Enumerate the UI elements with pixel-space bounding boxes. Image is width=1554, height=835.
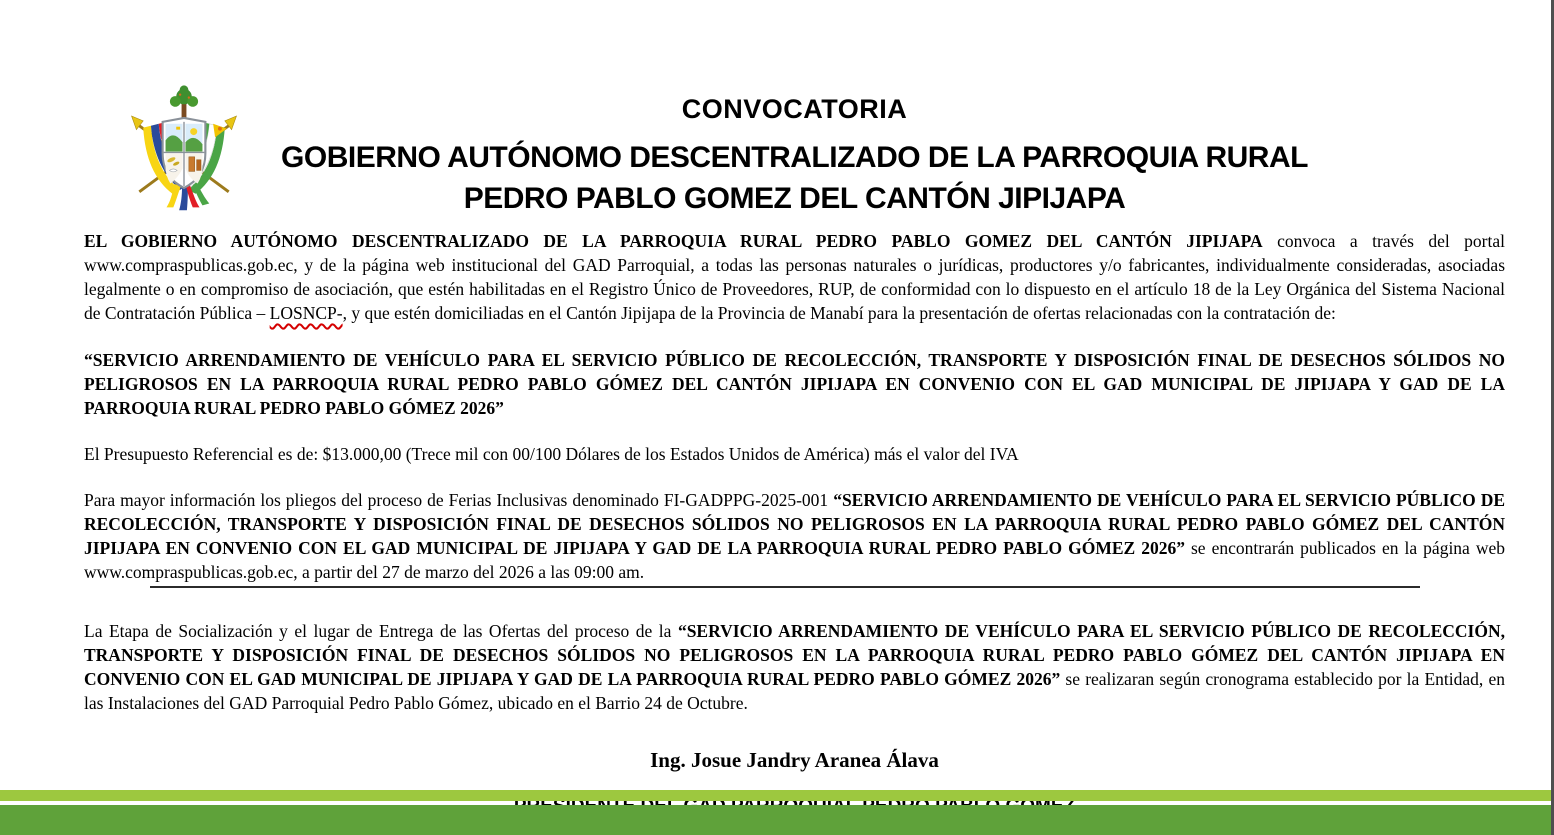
org-name-line1: GOBIERNO AUTÓNOMO DESCENTRALIZADO DE LA PARROQUIA RURAL <box>281 141 1308 174</box>
socializacion-lead: La Etapa de Socialización y el lugar de Entrega de las Ofertas del proceso de la <box>84 621 678 641</box>
document-content <box>84 94 1505 818</box>
intro-text-after-term: , y que estén domiciliadas en el Cantón Jipijapa de la Provincia de Manabí para la presentación de ofertas relacionadas con la contratación de: <box>342 303 1336 323</box>
socializacion-tail: se realizaran según cronograma establecido por la Entidad, en las Instalaciones del GAD Parroquial Pedro Pablo Gómez, ubicado en el Barrio 24 de Octubre. <box>84 669 1506 713</box>
horizontal-divider <box>150 586 1420 588</box>
signature-name: Ing. Josue Jandry Aranea Álava <box>650 748 939 772</box>
document-title: CONVOCATORIA <box>681 94 908 124</box>
intro-text-before-term: convoca a través del portal www.compraspublicas.gob.ec, y de la página web institucional del GAD Parroquial, a todas las personas naturales o jurídicas, productores y/o fabricantes, individualmente consideradas, asociadas legalmente o en compromiso de asociación, que estén habilitadas en el Registro Único de Proveedores, RUP, de conformidad con lo dispuesto en el artículo 18 de la Ley Orgánica del Sistema Nacional de Contratación Pública – <box>84 231 1505 323</box>
paragraph-objeto-contratacion: “SERVICIO ARRENDAMIENTO DE VEHÍCULO PARA EL SERVICIO PÚBLICO DE RECOLECCIÓN, TRANSPORTE Y DISPOSICIÓN FINAL DE DESECHOS SÓLIDOS NO PELIGROSOS EN LA PARROQUIA RURAL PEDRO PABLO GÓMEZ DEL CANTÓN JIPIJAPA EN CONVENIO CON EL GAD MUNICIPAL DE JIPIJAPA Y GAD DE LA PARROQUIA RURAL PEDRO PABLO GÓMEZ 2026” <box>84 350 1505 418</box>
socializacion-bold-quote: “SERVICIO ARRENDAMIENTO DE VEHÍCULO PARA EL SERVICIO PÚBLICO DE RECOLECCIÓN, TRANSPORTE Y DISPOSICIÓN FINAL DE DESECHOS SÓLIDOS NO PELIGROSOS EN LA PARROQUIA RURAL PEDRO PABLO GÓMEZ DEL CANTÓN JIPIJAPA EN CONVENIO CON EL GAD MUNICIPAL DE JIPIJAPA Y GAD DE LA PARROQUIA RURAL PEDRO PABLO GÓMEZ 2026” <box>84 621 1505 689</box>
losncp-term: LOSNCP- <box>269 303 343 323</box>
paragraph-etapa-socializacion <box>84 619 1505 715</box>
footer-stripe-dark-green <box>0 805 1551 835</box>
coat-of-arms-icon <box>116 82 252 220</box>
paragraph-convocatoria-intro <box>84 229 1505 325</box>
informacion-tail: se encontrarán publicados en la página web www.compraspublicas.gob.ec, a partir del 27 de marzo del 2026 a las 09:00 am. <box>84 538 1505 582</box>
informacion-bold-quote: “SERVICIO ARRENDAMIENTO DE VEHÍCULO PARA EL SERVICIO PÚBLICO DE RECOLECCIÓN, TRANSPORTE Y DISPOSICIÓN FINAL DE DESECHOS SÓLIDOS NO PELIGROSOS EN LA PARROQUIA RURAL PEDRO PABLO GÓMEZ DEL CANTÓN JIPIJAPA EN CONVENIO CON EL GAD MUNICIPAL DE JIPIJAPA Y GAD DE LA PARROQUIA RURAL PEDRO PABLO GÓMEZ 2026” <box>84 490 1506 558</box>
intro-bold-lead: EL GOBIERNO AUTÓNOMO DESCENTRALIZADO DE LA PARROQUIA RURAL PEDRO PABLO GOMEZ DEL CANTÓN JIPIJAPA <box>84 231 1263 251</box>
paragraph-informacion-pliegos <box>84 488 1505 584</box>
informacion-lead: Para mayor información los pliegos del proceso de Ferias Inclusivas denominado FI-GADPPG-2025-001 <box>84 490 834 510</box>
paragraph-presupuesto-referencial: El Presupuesto Referencial es de: $13.000,00 (Trece mil con 00/100 Dólares de los Estados Unidos de América) más el valor del IVA <box>84 444 1019 464</box>
org-name-line2: PEDRO PABLO GOMEZ DEL CANTÓN JIPIJAPA <box>463 182 1126 215</box>
footer-stripe-light-green <box>0 790 1551 801</box>
